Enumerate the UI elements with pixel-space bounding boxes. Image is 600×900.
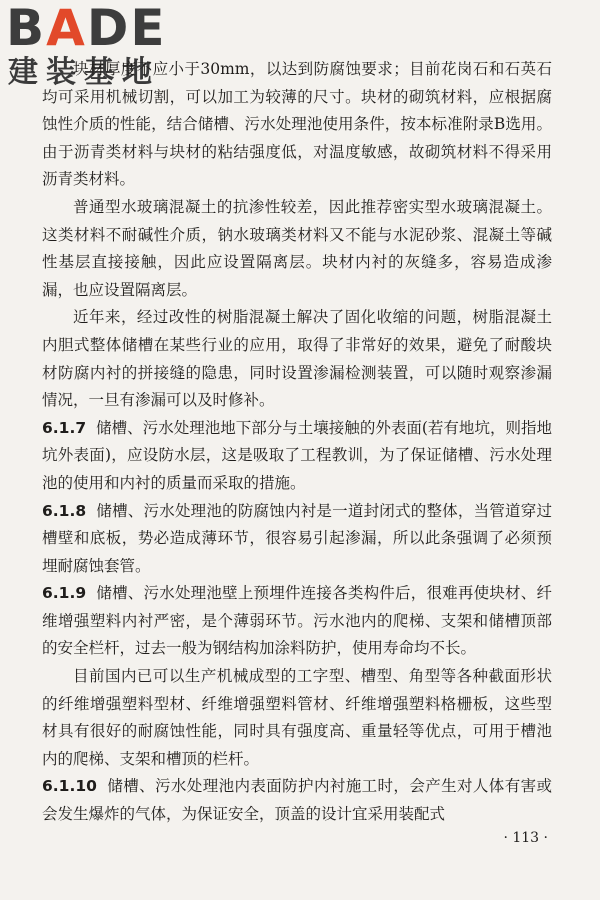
paragraph-text: 近年来，经过改性的树脂混凝土解决了固化收缩的问题，树脂混凝土内胆式整体储槽在某些行业的应用，取得了非常好的效果，避免了耐酸块材防腐内衬的拼接缝的隐患，同时设置渗漏检测装置，可以随时观察渗漏情况，一旦有渗漏可以及时修补。 — [42, 308, 552, 410]
clause-6-1-7 — [42, 415, 552, 498]
clause-6-1-8 — [42, 498, 552, 581]
logo-subtitle: 建装基地 — [8, 55, 160, 90]
logo-letters-de: DE — [86, 0, 167, 57]
paragraph-block-material — [42, 56, 552, 194]
logo-letter-b: B — [6, 0, 47, 57]
clause-6-1-9 — [42, 580, 552, 663]
clause-text: 储槽、污水处理池的防腐蚀内衬是一道封闭式的整体，当管道穿过槽壁和底板，势必造成薄环节，很容易引起渗漏，所以此条强调了必须预埋耐腐蚀套管。 — [42, 501, 552, 575]
clause-text: 储槽、污水处理池地下部分与土壤接触的外表面(若有地坑，则指地坑外表面)，应设防水层，这是吸取了工程教训，为了保证储槽、污水处理池的使用和内衬的质量而采取的措施。 — [42, 418, 552, 492]
clause-number: 6.1.7 — [42, 418, 87, 437]
paragraph-text: 普通型水玻璃混凝土的抗渗性较差，因此推荐密实型水玻璃混凝土。这类材料不耐碱性介质，钠水玻璃类材料又不能与水泥砂浆、混凝土等碱性基层直接接触，因此应设置隔离层。块材内衬的灰缝多，容易造成渗漏，也应设置隔离层。 — [42, 197, 552, 299]
paragraph-text: 目前国内已可以生产机械成型的工字型、槽型、角型等各种截面形状的纤维增强塑料型材、纤维增强塑料管材、纤维增强塑料格栅板，这些型材具有很好的耐腐蚀性能，同时具有强度高、重量轻等优点，可用于槽池内的爬梯、支架和槽顶的栏杆。 — [42, 667, 552, 768]
paragraph-frp-profiles — [42, 663, 552, 773]
clause-number: 6.1.8 — [42, 501, 87, 520]
page-number: · 113 · — [503, 830, 548, 846]
document-body — [42, 56, 552, 829]
clause-text: 储槽、污水处理池壁上预埋件连接各类构件后，很难再使块材、纤维增强塑料内衬严密，是个薄弱环节。污水池内的爬梯、支架和储槽顶部的安全栏杆，过去一般为钢结构加涂料防护，使用寿命均不长。 — [42, 584, 552, 658]
paragraph-water-glass-concrete — [42, 194, 552, 304]
logo-wordmark — [6, 0, 176, 57]
logo-letter-a: A — [46, 0, 87, 57]
clause-6-1-10 — [42, 773, 552, 828]
paragraph-resin-concrete — [42, 304, 552, 414]
paragraph-text: 块材厚度不应小于30mm，以达到防腐蚀要求；目前花岗石和石英石均可采用机械切割，可以加工为较薄的尺寸。块材的砌筑材料，应根据腐蚀性介质的性能，结合储槽、污水处理池使用条件，按本标准附录B选用。由于沥青类材料与块材的粘结强度低，对温度敏感，故砌筑材料不得采用沥青类材料。 — [42, 60, 552, 189]
clause-text: 储槽、污水处理池内表面防护内衬施工时，会产生对人体有害或会发生爆炸的气体，为保证安全，顶盖的设计宜采用装配式 — [42, 777, 552, 824]
clause-number: 6.1.9 — [42, 584, 87, 603]
clause-number: 6.1.10 — [42, 777, 97, 796]
